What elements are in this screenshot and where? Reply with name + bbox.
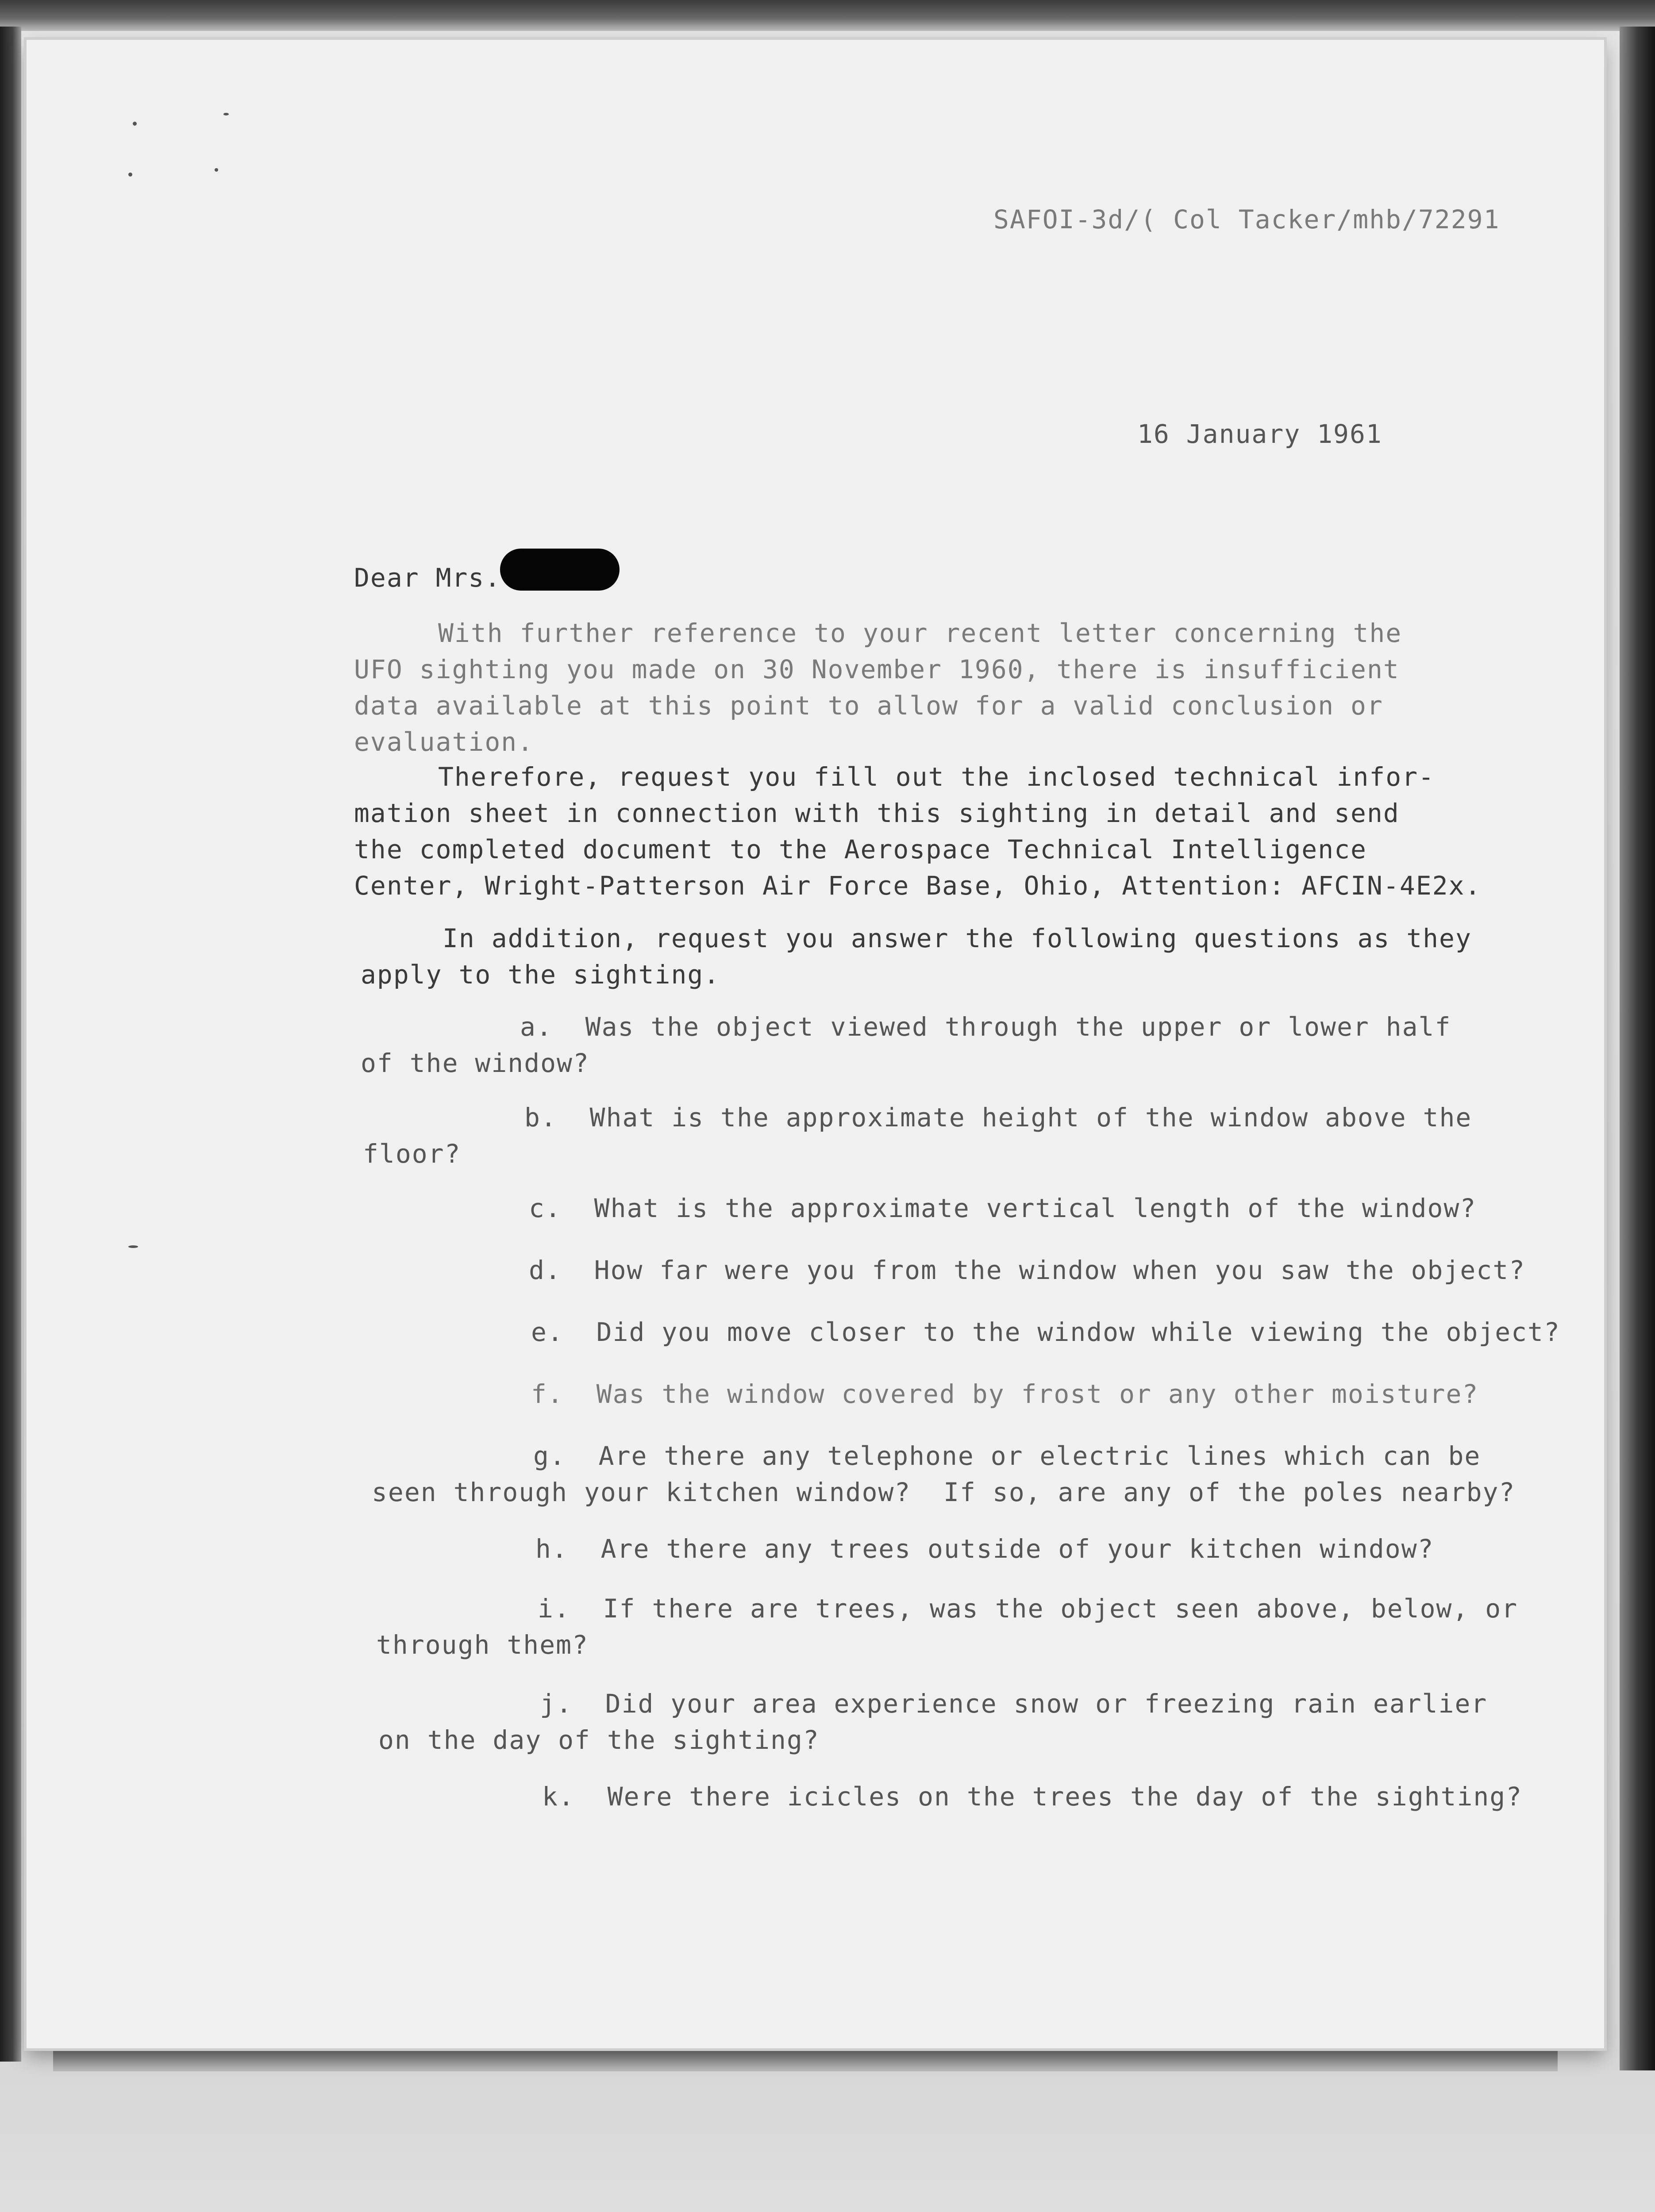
film-top-edge [0, 0, 1655, 31]
question-i-continued: through them? [376, 1630, 589, 1660]
question-a-continued: of the window? [361, 1048, 589, 1078]
question-g: g. Are there any telephone or electric lines which can be [533, 1441, 1481, 1471]
question-k: k. Were there icicles on the trees the day of the sighting? [542, 1782, 1523, 1812]
background-below-paper [0, 2070, 1655, 2212]
film-right-edge [1620, 27, 1655, 2212]
paragraph-line: Center, Wright-Patterson Air Force Base, Ohio, Attention: AFCIN-4E2x. [354, 871, 1482, 901]
speck [223, 113, 229, 115]
speck [133, 122, 137, 126]
paragraph-line: the completed document to the Aerospace Technical Intelligence [354, 834, 1367, 864]
paragraph-line: With further reference to your recent letter concerning the [438, 618, 1402, 648]
paragraph-line: data available at this point to allow for a valid conclusion or [354, 691, 1383, 721]
speck [128, 173, 132, 177]
speck [215, 168, 218, 172]
question-j-continued: on the day of the sighting? [378, 1725, 820, 1755]
letter-date: 16 January 1961 [1137, 419, 1382, 449]
paragraph-line: apply to the sighting. [361, 960, 720, 990]
question-h: h. Are there any trees outside of your kitchen window? [535, 1534, 1434, 1564]
question-b-continued: floor? [363, 1139, 461, 1169]
office-symbol: SAFOI-3d/( Col Tacker/mhb/72291 [993, 204, 1500, 234]
question-e: e. Did you move closer to the window while viewing the object? [531, 1317, 1560, 1347]
redaction-mark [500, 549, 620, 591]
question-j: j. Did your area experience snow or freezing rain earlier [540, 1689, 1488, 1719]
question-d: d. How far were you from the window when you saw the object? [529, 1255, 1526, 1285]
question-f: f. Was the window covered by frost or any other moisture? [531, 1379, 1479, 1409]
speck [128, 1245, 138, 1248]
paragraph-line: UFO sighting you made on 30 November 1960, there is insufficient [354, 654, 1400, 684]
question-a: a. Was the object viewed through the upper or lower half [520, 1012, 1451, 1042]
paragraph-line: Therefore, request you fill out the inclosed technical infor- [438, 762, 1435, 792]
question-c: c. What is the approximate vertical length of the window? [529, 1193, 1477, 1223]
paragraph-line: In addition, request you answer the following questions as they [443, 923, 1472, 953]
paragraph-line: evaluation. [354, 727, 534, 757]
question-i: i. If there are trees, was the object seen above, below, or [538, 1594, 1518, 1624]
question-g-continued: seen through your kitchen window? If so, are any of the poles nearby? [372, 1477, 1516, 1507]
paper-bottom-shadow [53, 2049, 1558, 2071]
film-left-edge [0, 27, 21, 2062]
salutation: Dear Mrs. [354, 563, 501, 593]
question-b: b. What is the approximate height of the window above the [524, 1102, 1472, 1133]
paragraph-line: mation sheet in connection with this sighting in detail and send [354, 798, 1400, 828]
